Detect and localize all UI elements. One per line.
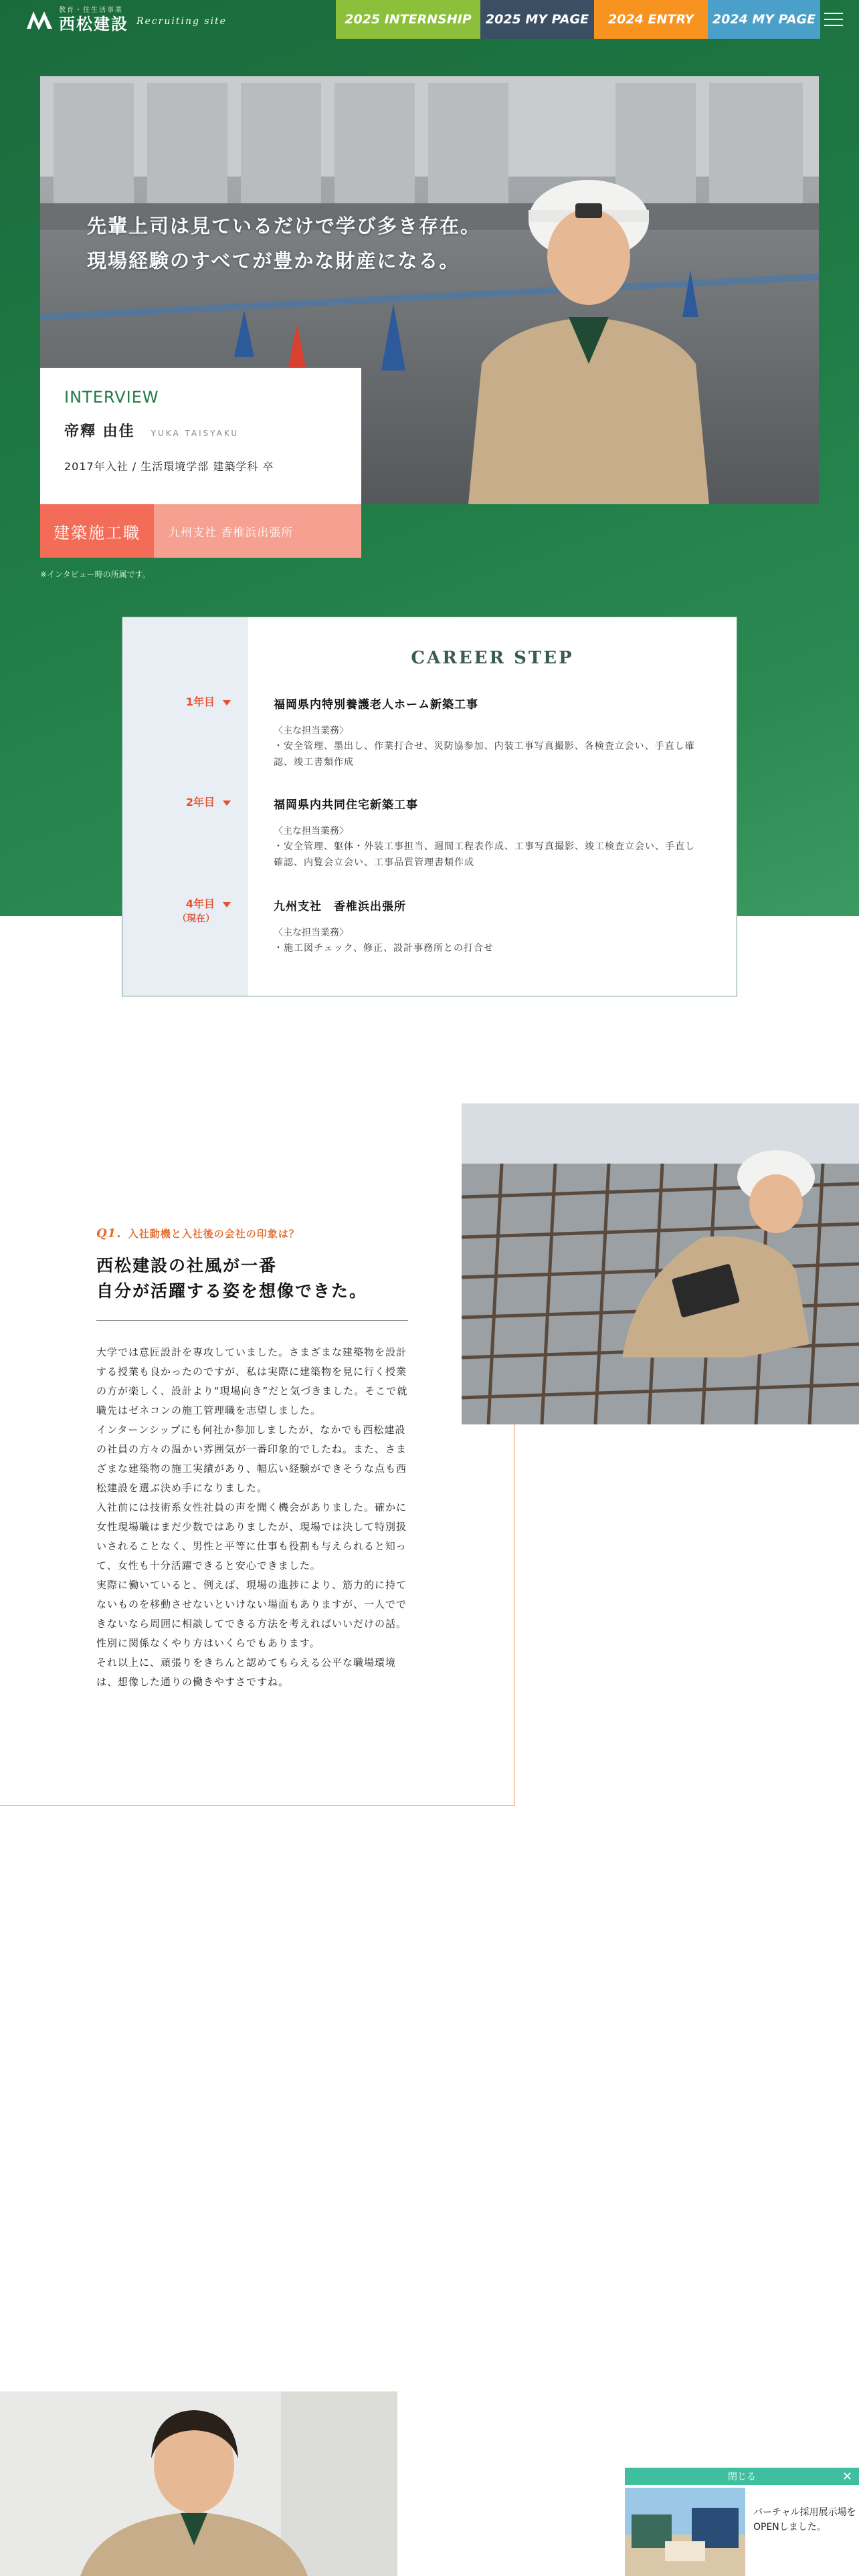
popup-thumbnail[interactable] <box>625 2488 745 2576</box>
career-step-1-sub: 〈主な担当業務〉 <box>274 726 349 736</box>
q1-paragraph: インターンシップにも何社か参加しましたが、なかでも西松建設の社員の方々の温かい雰囲気が一番印象的でしたね。また、さまざまな建築物の施工実績があり、幅広い経験ができそうな点も西松建設を選ぶ決め手になりました。 <box>96 1424 407 1494</box>
nav-2025-internship[interactable]: 2025 INTERNSHIP <box>336 0 480 39</box>
popup-close-label: 閉じる <box>728 2472 756 2482</box>
virtual-exhibition-popup <box>625 2468 859 2576</box>
site-logo[interactable] <box>25 4 128 34</box>
recruiting-site-label: Recruiting site <box>136 16 227 27</box>
job-branch: 九州支社 香椎浜出張所 <box>154 504 361 558</box>
affiliation-note: ※インタビュー時の所属です。 <box>40 570 151 579</box>
career-step-3-sub: 〈主な担当業務〉 <box>274 928 349 938</box>
nav-2024-mypage[interactable]: 2024 MY PAGE <box>708 0 820 39</box>
job-band <box>40 504 361 558</box>
q1-photo <box>462 1103 859 1424</box>
q1-title-line-2: 自分が活躍する姿を想像できた。 <box>96 1281 368 1301</box>
interview-card <box>40 368 361 504</box>
career-step-1-year-label: 1年目 <box>185 695 215 708</box>
hero-catch-line-1: 先輩上司は見ているだけで学び多き存在。 <box>87 215 482 237</box>
q1-question <box>96 1226 300 1241</box>
triangle-down-icon <box>223 700 231 706</box>
triangle-down-icon <box>223 902 231 907</box>
career-step-1-desc: ・安全管理、墨出し、作業打合せ、災防協参加、内装工事写真撮影、各検査立会い、手直し確認、竣工書類作成 <box>274 741 695 768</box>
interviewee-name-en: YUKA TAISYAKU <box>151 429 240 438</box>
q1-divider <box>96 1320 408 1321</box>
career-step-title: CAREER STEP <box>411 648 574 668</box>
q1-number: Q1. <box>96 1226 122 1241</box>
career-step-3-year <box>122 897 229 926</box>
nav-2024-entry[interactable]: 2024 ENTRY <box>594 0 708 39</box>
interviewee-profile: 2017年入社 / 生活環境学部 建築学科 卒 <box>64 460 274 473</box>
logo-title: 西松建設 <box>59 15 128 33</box>
logo-subtitle: 教育・住生活事業 <box>59 7 123 14</box>
close-icon[interactable]: ✕ <box>842 2470 852 2484</box>
q1-question-text: 入社動機と入社後の会社の印象は？ <box>128 1228 300 1240</box>
q1-paragraph: 実際に働いていると、例えば、現場の進捗により、筋力的に持てないものを移動させないといけない場面もありますが、一人でできないなら周囲に相談してできる方法を考えればいいだけの話。性別に関係なくやり方はいくらでもあります。 <box>96 1579 407 1649</box>
career-step-1-year <box>122 695 229 710</box>
job-category: 建築施工職 <box>40 504 154 558</box>
career-step-2-year-label: 2年目 <box>185 796 215 809</box>
q1-title-line-1: 西松建設の社風が一番 <box>96 1256 278 1275</box>
career-step-3-title: 九州支社 香椎浜出張所 <box>274 900 406 914</box>
triangle-down-icon <box>223 800 231 806</box>
career-step-2-sub: 〈主な担当業務〉 <box>274 826 349 837</box>
q1-paragraph: 入社前には技術系女性社員の声を聞く機会がありました。確かに女性現場職はまだ少数ではありましたが、現場では決して特別扱いされることなく、男性と平等に仕事も役割も与えられると知って、女性も十分活躍できると安心できました。 <box>96 1501 407 1572</box>
interview-label: INTERVIEW <box>64 388 159 407</box>
interviewee-name: 帝釋 由佳 <box>64 423 135 440</box>
menu-icon[interactable] <box>824 13 843 26</box>
q1-paragraph: それ以上に、頑張りをきちんと認めてもらえる公平な職場環境は、想像した通りの働きやすさですね。 <box>96 1656 397 1688</box>
q1-paragraph: 大学では意匠設計を専攻していました。さまざまな建築物を設計する授業も良かったのですが、私は実際に建築物を見に行く授業の方が楽しく、設計より“現場向き”だと気づきました。そこで就職先はゼネコンの施工管理職を志望しました。 <box>96 1346 408 1416</box>
popup-message[interactable]: バーチャル採用展示場をOPENしました。 <box>753 2507 856 2533</box>
career-step-section <box>122 617 737 996</box>
hero-catch-line-2: 現場経験のすべてが豊かな財産になる。 <box>87 249 460 272</box>
header-nav-row <box>336 0 820 39</box>
career-step-1-title: 福岡県内特別養護老人ホーム新築工事 <box>274 698 478 712</box>
career-step-2-desc: ・安全管理、躯体・外装工事担当、週間工程表作成、工事写真撮影、竣工検査立会い、手直し確認、内覧会立会い、工事品質管理書類作成 <box>274 841 695 868</box>
interview-photo <box>0 2391 397 2576</box>
q1-title <box>96 1253 367 1304</box>
career-step-3-year-label: 4年目 <box>185 897 215 910</box>
hero-catchcopy <box>87 209 481 278</box>
popup-close-bar[interactable] <box>625 2468 859 2485</box>
nav-2025-mypage[interactable]: 2025 MY PAGE <box>480 0 594 39</box>
career-step-3-current: （現在） <box>177 914 215 924</box>
career-step-2-title: 福岡県内共同住宅新築工事 <box>274 798 418 812</box>
logo-mark-icon <box>25 7 54 31</box>
q1-answer <box>96 1343 408 1692</box>
career-step-3-desc: ・施工図チェック、修正、設計事務所との打合せ <box>274 943 494 954</box>
career-step-2-year <box>122 795 229 810</box>
